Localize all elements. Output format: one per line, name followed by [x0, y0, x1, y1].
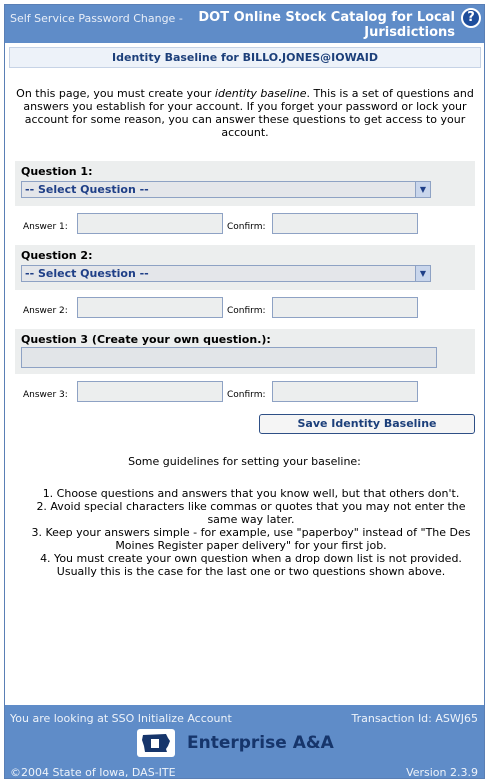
guideline-item: 2. Avoid special characters like commas or quotes that you may not enter the same way later.: [36, 500, 466, 526]
guideline-item: 3. Keep your answers simple - for example, use "paperboy" instead of "The Des Moines Register paper delivery" for your first job.: [31, 526, 471, 552]
copyright: ©2004 State of Iowa, DAS-ITE: [10, 766, 176, 779]
question-1-panel: [15, 161, 475, 206]
header-bar: [5, 5, 484, 43]
confirm-1-label: Confirm:: [227, 222, 266, 232]
question-1-select[interactable]: [21, 181, 431, 198]
confirm-3-label: Confirm:: [227, 390, 266, 400]
chevron-down-icon[interactable]: ▼: [415, 182, 430, 197]
save-identity-baseline-button[interactable]: Save Identity Baseline: [259, 414, 475, 434]
question-1-selected: -- Select Question --: [25, 183, 149, 196]
guideline-item: 1. Choose questions and answers that you know well, but that others don't.: [42, 487, 460, 500]
page-title: Identity Baseline for BILLO.JONES@IOWAID: [9, 47, 481, 68]
question-3-label: Question 3 (Create your own question.):: [21, 333, 271, 346]
confirm-2-label: Confirm:: [227, 306, 266, 316]
question-1-label: Question 1:: [21, 165, 93, 178]
answer-2-label: Answer 2:: [23, 306, 68, 316]
version: Version 2.3.9: [406, 766, 478, 779]
help-icon[interactable]: ?: [461, 8, 481, 28]
intro-text: [7, 87, 483, 139]
question-3-panel: [15, 329, 475, 374]
answer-3-label: Answer 3:: [23, 390, 68, 400]
confirm-2-input[interactable]: [272, 297, 418, 318]
custom-question-input[interactable]: [21, 347, 437, 368]
intro-emphasis: identity baseline: [214, 87, 307, 100]
intro-text-end: . This is a set of questions and answers you establish for your account. If you forget your password or lock your account for some reason, you can answer these questions to get access to your account.: [23, 87, 474, 139]
chevron-down-icon[interactable]: ▼: [415, 266, 430, 281]
current-page-info: You are looking at SSO Initialize Account: [10, 712, 232, 725]
guidelines-list: [25, 487, 477, 578]
answer-3-input[interactable]: [77, 381, 223, 402]
confirm-3-input[interactable]: [272, 381, 418, 402]
brand-name: Enterprise A&A: [187, 733, 334, 753]
question-2-select[interactable]: [21, 265, 431, 282]
answer-2-input[interactable]: [77, 297, 223, 318]
answer-1-label: Answer 1:: [23, 222, 68, 232]
confirm-1-input[interactable]: [272, 213, 418, 234]
app-label: Self Service Password Change -: [10, 12, 183, 25]
answer-1-input[interactable]: [77, 213, 223, 234]
intro-text-start: On this page, you must create your: [16, 87, 215, 100]
question-2-label: Question 2:: [21, 249, 93, 262]
app-title: DOT Online Stock Catalog for Local Jurisdictions: [198, 10, 455, 40]
question-2-selected: -- Select Question --: [25, 267, 149, 280]
guidelines-title: Some guidelines for setting your baseline:: [128, 455, 361, 468]
question-2-panel: [15, 245, 475, 290]
guideline-item: 4. You must create your own question when a drop down list is not provided. Usually this is the case for the last one or two questions shown above.: [40, 552, 462, 578]
transaction-id: Transaction Id: ASWJ65: [351, 712, 478, 725]
iowa-logo-icon: [137, 729, 175, 757]
footer-bar: [5, 705, 484, 778]
page-frame: [4, 4, 485, 779]
